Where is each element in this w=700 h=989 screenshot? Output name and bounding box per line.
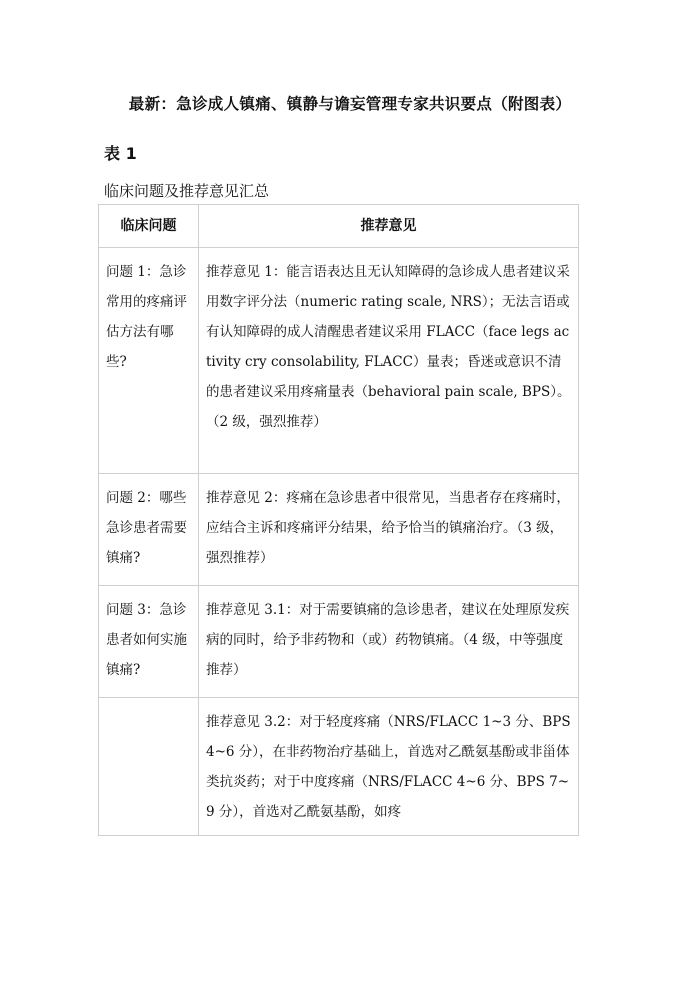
recommendation-cell: 推荐意见 3.2：对于轻度疼痛（NRS/FLACC 1~3 分、BPS 4~6 分），在非药物治疗基础上，首选对乙酰氨基酚或非甾体类抗炎药；对于中度疼痛（NRS/FLACC 4~6 分、BPS 7~9 分），首选对乙酰氨基酚，如疼 bbox=[199, 698, 579, 836]
recommendation-cell: 推荐意见 2：疼痛在急诊患者中很常见，当患者存在疼痛时，应结合主诉和疼痛评分结果，给予恰当的镇痛治疗。（3 级，强烈推荐） bbox=[199, 474, 579, 586]
question-cell: 问题 2：哪些急诊患者需要镇痛? bbox=[99, 474, 199, 586]
question-cell: 问题 1：急诊常用的疼痛评估方法有哪些? bbox=[99, 248, 199, 474]
document-title: 最新：急诊成人镇痛、镇静与谵妄管理专家共识要点（附图表） bbox=[128, 95, 572, 113]
recommendation-cell: 推荐意见 3.1：对于需要镇痛的急诊患者，建议在处理原发疾病的同时，给予非药物和（或）药物镇痛。（4 级，中等强度推荐） bbox=[199, 586, 579, 698]
recommendation-cell: 推荐意见 1：能言语表达且无认知障碍的急诊成人患者建议采用数字评分法（numeric rating scale, NRS）；无法言语或有认知障碍的成人清醒患者建议采用 FLACC（face legs activity cry consolability, FLACC）量表；昏迷或意识不清的患者建议采用疼痛量表（behavioral pain scale, BPS）。（2 级，强烈推荐） bbox=[199, 248, 579, 474]
question-cell bbox=[99, 698, 199, 836]
table-row bbox=[99, 474, 579, 586]
header-question: 临床问题 bbox=[99, 205, 199, 248]
table-caption: 临床问题及推荐意见汇总 bbox=[104, 182, 270, 200]
table-row bbox=[99, 586, 579, 698]
recommendations-table bbox=[98, 204, 579, 836]
table-number: 表 1 bbox=[104, 144, 137, 163]
table-header-row bbox=[99, 205, 579, 248]
header-recommendation: 推荐意见 bbox=[199, 205, 579, 248]
table-row bbox=[99, 698, 579, 836]
question-cell: 问题 3：急诊患者如何实施镇痛? bbox=[99, 586, 199, 698]
table-row bbox=[99, 248, 579, 474]
